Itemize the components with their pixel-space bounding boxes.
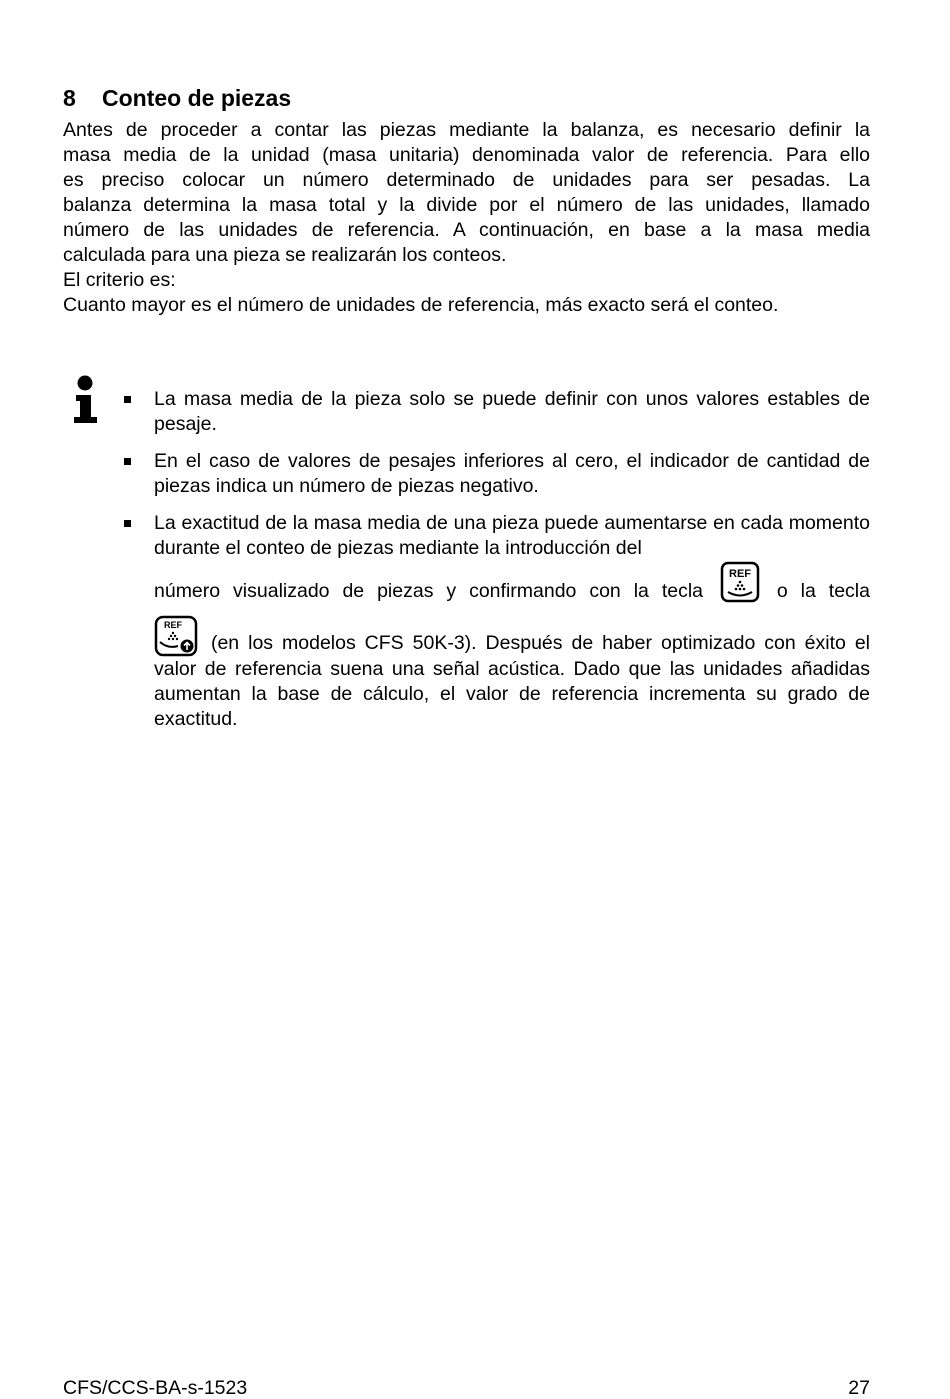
intro-line: número de las unidades de referencia. A continuación, en base a la masa media xyxy=(63,219,870,241)
intro-paragraph xyxy=(63,118,870,318)
section-heading xyxy=(63,84,291,112)
intro-line: calculada para una pieza se realizarán los conteos. xyxy=(63,244,507,266)
note-item xyxy=(120,511,870,732)
note-item xyxy=(120,387,870,437)
key-instruction-line xyxy=(154,561,870,615)
note-text: La masa media de la pieza solo se puede definir con unos valores estables de pesaje. xyxy=(154,388,870,435)
note-text: (en los modelos CFS 50K-3). Después de haber optimizado con éxito el valor de referencia suena una señal acústica. Dado que las unidades añadidas aumentan la base de cálculo, el valor de referencia incrementa su grado de exactitud. xyxy=(154,632,870,730)
section-number: 8 xyxy=(63,85,76,111)
ref-key-label: REF xyxy=(728,568,751,580)
note-item xyxy=(120,449,870,499)
ref-key-icon xyxy=(720,561,760,603)
bullet-marker xyxy=(124,458,131,465)
section-title: Conteo de piezas xyxy=(102,85,292,111)
notes-list xyxy=(120,387,870,732)
info-icon xyxy=(71,375,101,425)
note-text: o la tecla xyxy=(776,580,870,602)
intro-line: El criterio es: xyxy=(63,269,176,291)
intro-line: balanza determina la masa total y la divide por el número de las unidades, llamado xyxy=(63,194,870,216)
intro-line: masa media de la unidad (masa unitaria) denominada valor de referencia. Para ello xyxy=(63,144,870,166)
note-text: La exactitud de la masa media de una pieza puede aumentarse en cada momento durante el conteo de piezas mediante la introducción del xyxy=(154,512,870,559)
bullet-marker xyxy=(124,520,131,527)
intro-line: es preciso colocar un número determinado de unidades para ser pesadas. La xyxy=(63,169,870,191)
ref-up-key-icon xyxy=(154,615,198,657)
note-text: En el caso de valores de pesajes inferiores al cero, el indicador de cantidad de piezas indica un número de piezas negativo. xyxy=(154,450,870,497)
manual-page xyxy=(63,0,870,1397)
intro-line: Cuanto mayor es el número de unidades de referencia, más exacto será el conteo. xyxy=(63,294,779,316)
page-number: 27 xyxy=(848,1377,870,1399)
document-code: CFS/CCS-BA-s-1523 xyxy=(63,1377,248,1399)
ref-up-key-label: REF xyxy=(164,620,182,630)
bullet-marker xyxy=(124,396,131,403)
note-text: número visualizado de piezas y confirmando con la tecla xyxy=(154,580,704,602)
intro-line: Antes de proceder a contar las piezas mediante la balanza, es necesario definir la xyxy=(63,119,870,141)
